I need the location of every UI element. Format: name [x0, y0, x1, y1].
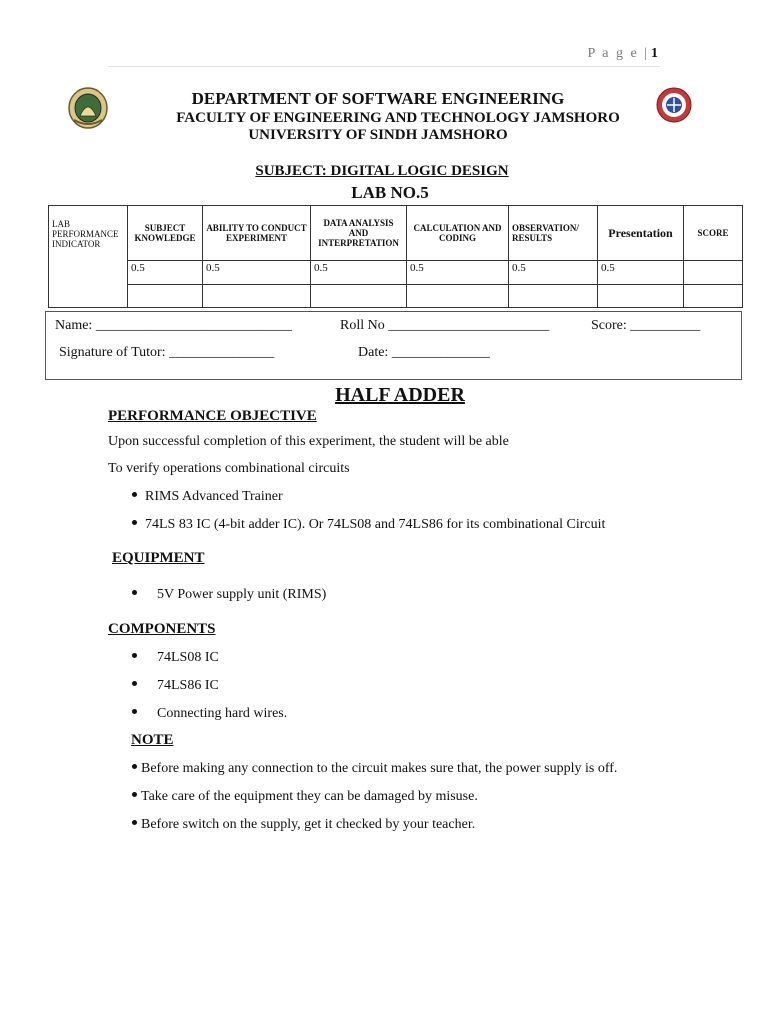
list-item: 74LS 83 IC (4-bit adder IC). Or 74LS08 and 74LS86 for its combinational Circuit — [132, 517, 605, 533]
equipment-heading: EQUIPMENT — [112, 550, 205, 566]
list-item: Take care of the equipment they can be damaged by misuse. — [132, 789, 478, 805]
column-header: SCORE — [684, 206, 743, 261]
column-header: SUBJECT KNOWLEDGE — [128, 206, 203, 261]
score-entry-cell[interactable] — [684, 285, 743, 308]
mark-cell: 0.5 — [128, 261, 203, 285]
bullet-icon — [132, 709, 137, 714]
faculty-title: FACULTY OF ENGINEERING AND TECHNOLOGY JAMSHORO — [176, 110, 620, 126]
bullet-icon — [132, 681, 137, 686]
bullet-icon — [132, 792, 137, 797]
bullet-icon — [132, 820, 137, 825]
list-item: 74LS08 IC — [132, 650, 219, 666]
university-title: UNIVERSITY OF SINDH JAMSHORO — [248, 127, 508, 143]
score-entry-cell[interactable] — [203, 285, 311, 308]
department-title: DEPARTMENT OF SOFTWARE ENGINEERING — [191, 89, 565, 108]
objective-text: Upon successful completion of this experiment, the student will be able — [108, 434, 509, 449]
page-number: P a g e | 1 — [587, 46, 658, 61]
score-entry-cell[interactable] — [407, 285, 509, 308]
list-item: Before switch on the supply, get it checked by your teacher. — [132, 817, 475, 833]
mark-cell: 0.5 — [311, 261, 407, 285]
performance-table — [48, 205, 743, 308]
mark-cell: 0.5 — [509, 261, 598, 285]
experiment-title: HALF ADDER — [335, 384, 465, 406]
date-field[interactable]: Date: ______________ — [358, 345, 490, 360]
bullet-icon — [132, 492, 137, 497]
lab-number: LAB NO.5 — [351, 183, 429, 202]
column-header: OBSERVATION/ RESULTS — [509, 206, 598, 261]
bullet-icon — [132, 590, 137, 595]
list-item: RIMS Advanced Trainer — [132, 489, 283, 505]
name-field[interactable]: Name: ____________________________ — [55, 318, 292, 333]
tutor-signature-field[interactable]: Signature of Tutor: _______________ — [59, 345, 275, 360]
list-item: 74LS86 IC — [132, 678, 219, 694]
column-header: Presentation — [598, 206, 684, 261]
score-entry-cell[interactable] — [598, 285, 684, 308]
components-heading: COMPONENTS — [108, 621, 216, 637]
mark-cell: 0.5 — [203, 261, 311, 285]
note-heading: NOTE — [131, 732, 174, 748]
mark-cell: 0.5 — [407, 261, 509, 285]
bullet-icon — [132, 653, 137, 658]
header-rule — [108, 66, 660, 67]
list-item: Before making any connection to the circuit makes sure that, the power supply is off. — [132, 761, 617, 777]
score-entry-cell[interactable] — [311, 285, 407, 308]
list-item: 5V Power supply unit (RIMS) — [132, 587, 326, 603]
score-entry-cell[interactable] — [128, 285, 203, 308]
bullet-icon — [132, 520, 137, 525]
subject-title: SUBJECT: DIGITAL LOGIC DESIGN — [255, 163, 509, 179]
roll-number-field[interactable]: Roll No _______________________ — [340, 318, 550, 333]
mark-cell — [684, 261, 743, 285]
score-entry-cell[interactable] — [509, 285, 598, 308]
objective-heading: PERFORMANCE OBJECTIVE — [108, 408, 317, 424]
score-field[interactable]: Score: __________ — [591, 318, 701, 333]
bullet-icon — [132, 764, 137, 769]
column-header: CALCULATION AND CODING — [407, 206, 509, 261]
list-item: Connecting hard wires. — [132, 706, 287, 722]
row-label-cell: LAB PERFORMANCE INDICATOR — [49, 206, 128, 308]
mark-cell: 0.5 — [598, 261, 684, 285]
column-header: ABILITY TO CONDUCT EXPERIMENT — [203, 206, 311, 261]
column-header: DATA ANALYSIS AND INTERPRETATION — [311, 206, 407, 261]
objective-text: To verify operations combinational circuits — [108, 461, 350, 476]
